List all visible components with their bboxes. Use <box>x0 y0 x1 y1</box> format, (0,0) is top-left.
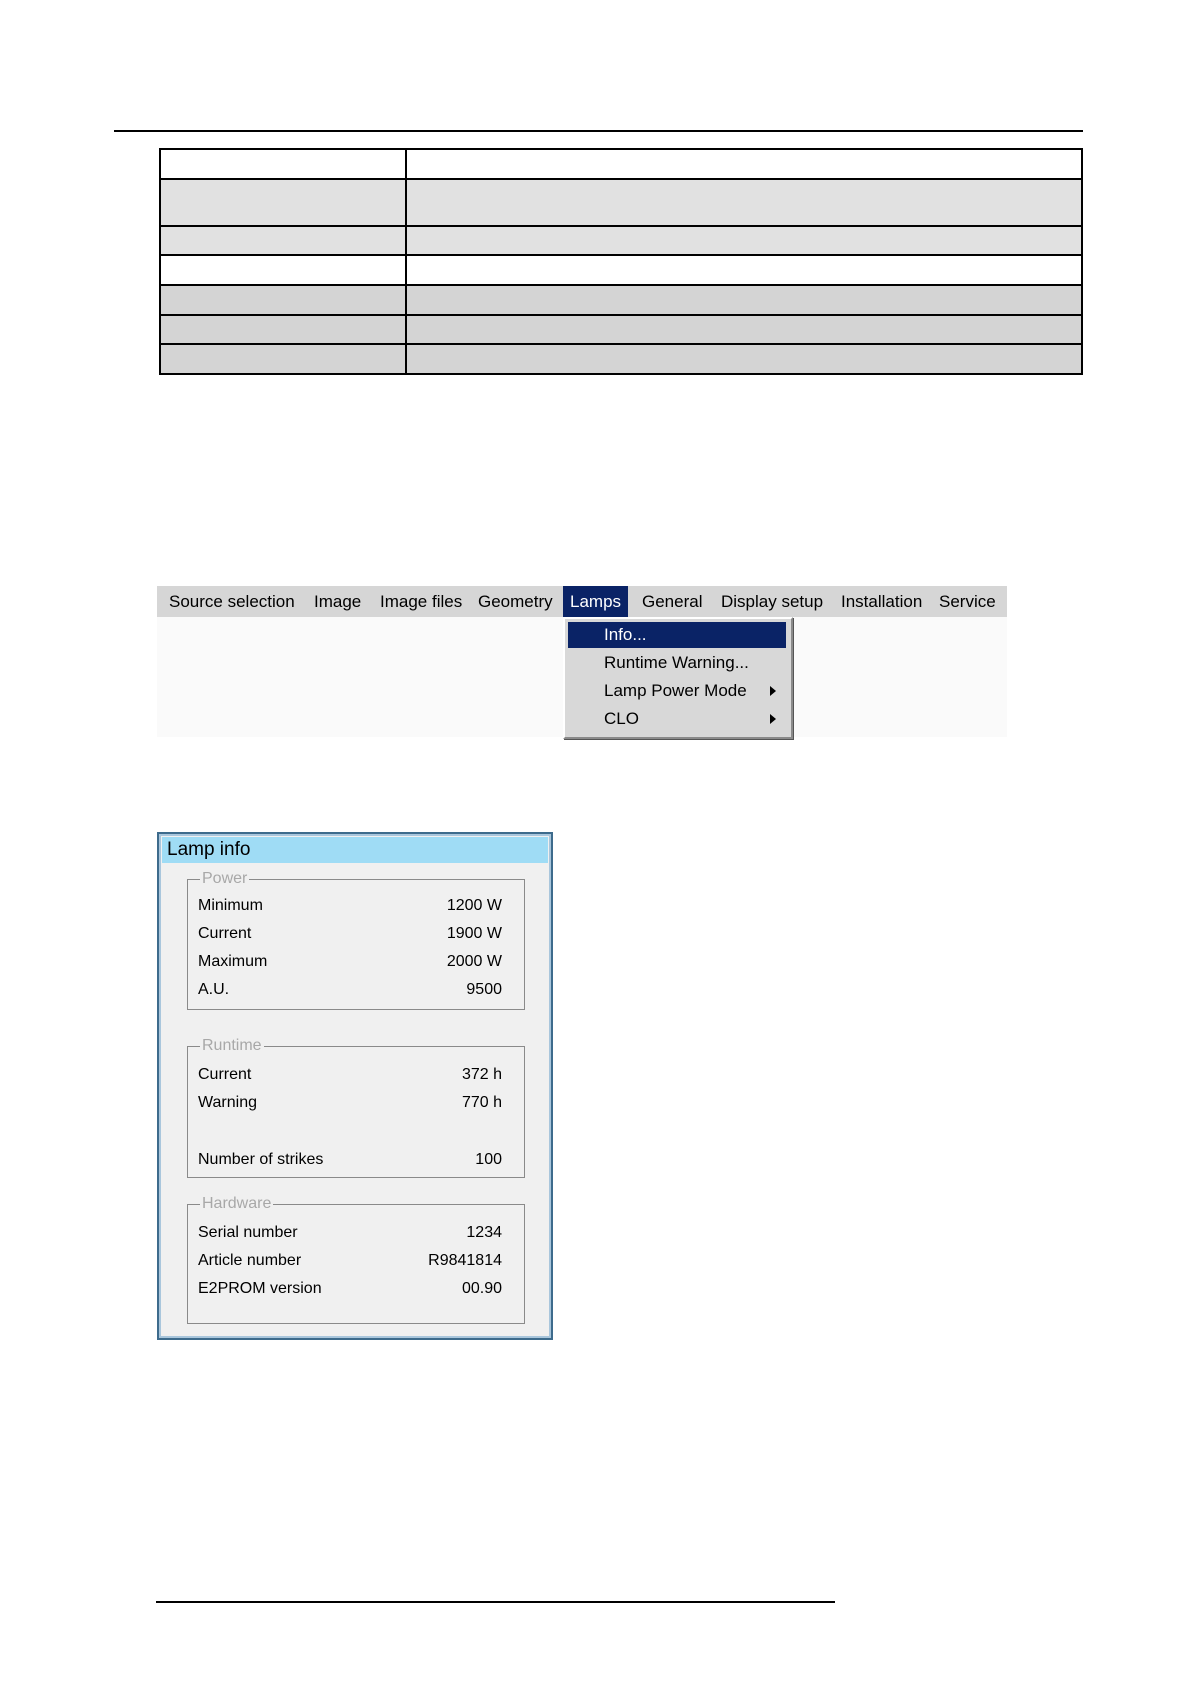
menu-lamps[interactable]: Lamps <box>563 586 628 617</box>
row-value: 9500 <box>466 981 502 998</box>
power-row <box>198 923 502 945</box>
row-value: 100 <box>475 1151 502 1168</box>
info-table <box>159 148 1083 375</box>
power-row <box>198 895 502 917</box>
menu-image[interactable]: Image <box>314 592 362 611</box>
row-label: Serial number <box>198 1224 298 1241</box>
table-row <box>160 226 1082 255</box>
row-value: 1234 <box>466 1224 502 1241</box>
dropdown-item-runtime-warning[interactable] <box>568 650 786 676</box>
menubar <box>157 586 1007 617</box>
footer-rule <box>156 1601 835 1603</box>
table-row <box>160 315 1082 344</box>
runtime-row <box>198 1092 502 1114</box>
row-label: Current <box>198 1066 252 1083</box>
runtime-row <box>198 1149 502 1171</box>
power-row <box>198 979 502 1001</box>
menu-display-setup[interactable]: Display setup <box>721 592 824 611</box>
row-label: Maximum <box>198 953 268 970</box>
row-label: E2PROM version <box>198 1280 322 1297</box>
row-value: 1200 W <box>446 897 502 914</box>
power-group <box>187 870 525 1010</box>
dropdown-item-info[interactable] <box>568 622 786 648</box>
row-value: 372 h <box>461 1066 502 1083</box>
dropdown-item-clo[interactable] <box>568 706 786 732</box>
dropdown-item-label: Lamp Power Mode <box>604 681 747 700</box>
row-value: 770 h <box>461 1094 502 1111</box>
header-rule <box>114 130 1083 132</box>
dropdown-item-label: Runtime Warning... <box>604 653 749 672</box>
hardware-row <box>198 1278 502 1300</box>
table-row <box>160 179 1082 226</box>
row-label: Number of strikes <box>198 1151 324 1168</box>
power-row <box>198 951 502 973</box>
group-title: Power <box>202 870 248 887</box>
row-value: R9841814 <box>428 1252 502 1269</box>
menu-screenshot <box>157 586 1007 737</box>
table-row <box>160 255 1082 285</box>
table-row <box>160 344 1082 374</box>
row-value: 1900 W <box>446 925 502 942</box>
table-row <box>160 149 1082 179</box>
menu-source-selection[interactable]: Source selection <box>169 592 295 611</box>
menu-service[interactable]: Service <box>939 592 996 611</box>
dropdown-item-lamp-power-mode[interactable] <box>568 678 786 704</box>
menu-general[interactable]: General <box>642 592 703 611</box>
row-label: Article number <box>198 1252 302 1269</box>
runtime-group <box>187 1037 525 1178</box>
row-label: Warning <box>198 1094 257 1111</box>
lamps-dropdown <box>563 617 793 739</box>
group-title: Runtime <box>202 1037 262 1054</box>
hardware-group <box>187 1195 525 1324</box>
row-label: A.U. <box>198 981 230 998</box>
row-value: 2000 W <box>446 953 502 970</box>
menu-geometry[interactable]: Geometry <box>478 592 553 611</box>
menu-image-files[interactable]: Image files <box>380 592 463 611</box>
submenu-arrow-icon <box>770 686 776 696</box>
table-row <box>160 285 1082 315</box>
menu-installation[interactable]: Installation <box>841 592 923 611</box>
runtime-row <box>198 1064 502 1086</box>
row-label: Minimum <box>198 897 263 914</box>
dropdown-item-label: CLO <box>604 709 639 728</box>
hardware-row <box>198 1250 502 1272</box>
row-label: Current <box>198 925 252 942</box>
group-title: Hardware <box>202 1195 272 1212</box>
dialog-title: Lamp info <box>162 837 548 863</box>
hardware-row <box>198 1222 502 1244</box>
dropdown-item-label: Info... <box>604 625 647 644</box>
row-value: 00.90 <box>461 1280 502 1297</box>
submenu-arrow-icon <box>770 714 776 724</box>
lamp-info-dialog <box>157 832 553 1340</box>
